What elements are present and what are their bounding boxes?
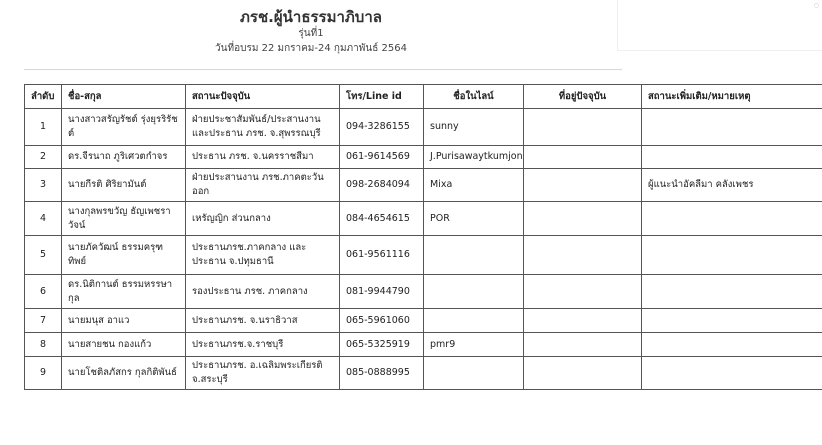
column-header-address: ที่อยู่ปัจจุบัน [524, 85, 642, 109]
column-header-order: ลำดับ [25, 85, 62, 109]
line-name: Mixa [424, 169, 524, 202]
table-row [25, 357, 822, 390]
member-name: นางกุลพรขวัญ ธัญเพชราวัจน์ [62, 202, 186, 236]
current-status: ประธานภรช.ภาคกลาง และ ประธาน จ.ปทุมธานี [186, 236, 340, 275]
phone-line-id: 085-0888995 [340, 357, 424, 390]
row-number: 6 [25, 275, 62, 309]
member-name: นายโชติลภัสกร กุลกิติพันธ์ [62, 357, 186, 390]
current-address [524, 333, 642, 357]
table-row [25, 333, 822, 357]
remark [642, 357, 822, 390]
row-number: 9 [25, 357, 62, 390]
phone-line-id: 084-4654615 [340, 202, 424, 236]
current-status: ประธานภรช. จ.นราธิวาส [186, 309, 340, 333]
remark [642, 146, 822, 169]
page-title: ภรช.ผู้นำธรรมาภิบาล [240, 8, 382, 26]
column-header-status: สถานะปัจจุบัน [186, 85, 340, 109]
table-row [25, 169, 822, 202]
current-address [524, 309, 642, 333]
line-name [424, 357, 524, 390]
member-name: นายกีรติ ศิริยามันต์ [62, 169, 186, 202]
member-name: นางสาวสรัญรัชต์ รุ่งยุรริรัชต์ [62, 109, 186, 146]
table-row [25, 275, 822, 309]
phone-line-id: 098-2684094 [340, 169, 424, 202]
line-name: pmr9 [424, 333, 524, 357]
current-address [524, 169, 642, 202]
row-number: 5 [25, 236, 62, 275]
column-header-line-name: ชื่อในไลน์ [424, 85, 524, 109]
current-address [524, 275, 642, 309]
phone-line-id: 094-3286155 [340, 109, 424, 146]
row-number: 1 [25, 109, 62, 146]
header-divider [24, 69, 622, 70]
current-status: ฝ่ายประสานงาน ภรช.ภาคตะวันออก [186, 169, 340, 202]
remark [642, 109, 822, 146]
current-address [524, 146, 642, 169]
remark [642, 236, 822, 275]
remark [642, 333, 822, 357]
current-status: รองประธาน ภรช. ภาคกลาง [186, 275, 340, 309]
remark: ผู้แนะนำอัคลีมา คลังเพชร [642, 169, 822, 202]
member-name: นายสายชน กองแก้ว [62, 333, 186, 357]
line-name [424, 275, 524, 309]
phone-line-id: 065-5961060 [340, 309, 424, 333]
line-name: POR [424, 202, 524, 236]
circle-icon: ○ [813, 2, 819, 9]
current-status: ประธาน ภรช. จ.นครราชสีมา [186, 146, 340, 169]
row-number: 3 [25, 169, 62, 202]
table-header-row [25, 85, 822, 109]
row-number: 7 [25, 309, 62, 333]
column-header-note: สถานะเพิ่มเติม/หมายเหตุ [642, 85, 822, 109]
line-name [424, 236, 524, 275]
line-name: sunny [424, 109, 524, 146]
member-name: ดร.จีรนาถ ภูริเศวตกำจร [62, 146, 186, 169]
table-row [25, 202, 822, 236]
current-status: ประธานภรช. อ.เฉลิมพระเกียรติ จ.สระบุรี [186, 357, 340, 390]
training-dates: วันที่อบรม 22 มกราคม-24 กุมภาพันธ์ 2564 [215, 43, 407, 54]
member-name: นายมนุส อาแว [62, 309, 186, 333]
current-address [524, 202, 642, 236]
table-row [25, 309, 822, 333]
table-row [25, 146, 822, 169]
row-number: 8 [25, 333, 62, 357]
column-header-name: ชื่อ-สกุล [62, 85, 186, 109]
column-header-phone: โทร/Line id [340, 85, 424, 109]
phone-line-id: 061-9614569 [340, 146, 424, 169]
table-row [25, 109, 822, 146]
current-status: ประธานภรช.จ.ราชบุรี [186, 333, 340, 357]
batch-label: รุ่นที่1 [298, 28, 324, 39]
row-number: 4 [25, 202, 62, 236]
member-name: นายภัควัฒน์ ธรรมครุฑทิพย์ [62, 236, 186, 275]
side-panel [617, 0, 822, 51]
phone-line-id: 081-9944790 [340, 275, 424, 309]
remark [642, 275, 822, 309]
row-number: 2 [25, 146, 62, 169]
current-address [524, 357, 642, 390]
current-status: ฝ่ายประชาสัมพันธ์/ประสานงาน และประธาน ภรช. จ.สุพรรณบุรี [186, 109, 340, 146]
line-name: J.Purisawaytkumjon [424, 146, 524, 169]
table-row [25, 236, 822, 275]
line-name [424, 309, 524, 333]
current-address [524, 109, 642, 146]
member-name: ดร.นิติกานต์ ธรรมหรรษากุล [62, 275, 186, 309]
current-address [524, 236, 642, 275]
current-status: เหรัญญิก ส่วนกลาง [186, 202, 340, 236]
remark [642, 202, 822, 236]
remark [642, 309, 822, 333]
phone-line-id: 061-9561116 [340, 236, 424, 275]
phone-line-id: 065-5325919 [340, 333, 424, 357]
member-table [24, 84, 822, 390]
